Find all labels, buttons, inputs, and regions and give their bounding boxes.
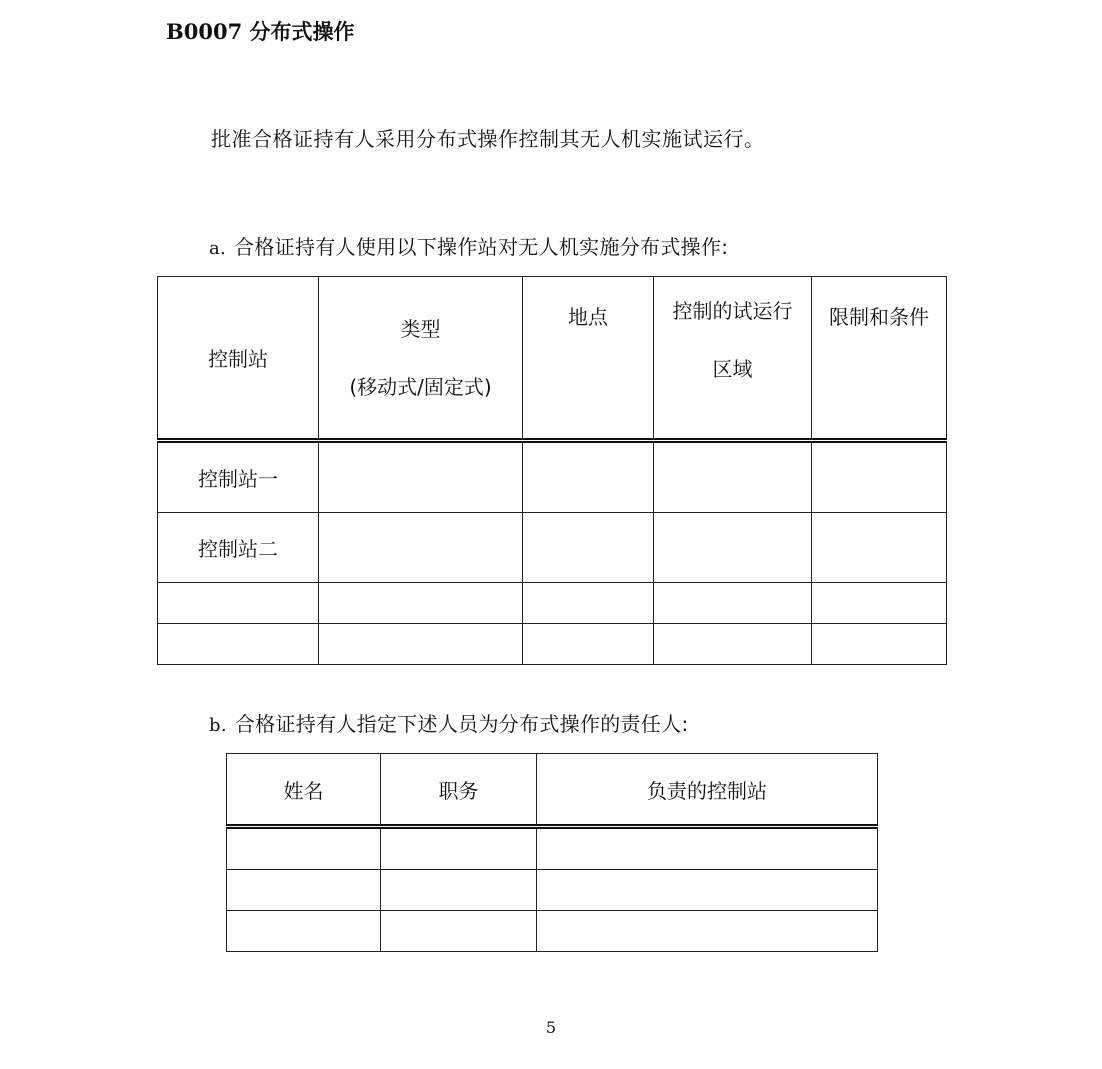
header-area-line2: 区域 [712, 357, 753, 381]
type-cell [319, 441, 523, 513]
type-cell [319, 583, 523, 624]
section-a-heading [209, 231, 728, 260]
location-cell [523, 624, 654, 665]
section-a-text: 合格证持有人使用以下操作站对无人机实施分布式操作: [234, 235, 729, 259]
table-header-row [158, 277, 947, 441]
area-cell [654, 583, 812, 624]
station-name-cell [158, 583, 319, 624]
header-type-line1: 类型 [400, 316, 441, 341]
station-name-cell [158, 624, 319, 665]
page-number: 5 [545, 1018, 557, 1037]
table-row [227, 870, 878, 911]
section-a-lead: a. [209, 238, 227, 259]
responsible-person-table [226, 753, 878, 952]
name-cell [227, 827, 381, 870]
header-type-line2: (移动式/固定式) [349, 374, 492, 399]
table-row [227, 911, 878, 952]
position-cell [381, 870, 537, 911]
header-control-station: 控制站 [158, 277, 319, 441]
section-b-heading [209, 708, 689, 737]
table-row [158, 583, 947, 624]
limits-cell [812, 583, 947, 624]
station-cell [537, 827, 878, 870]
position-cell [381, 827, 537, 870]
area-cell [654, 441, 812, 513]
section-b-lead: b. [209, 715, 227, 736]
header-area-line1: 控制的试运行 [672, 299, 793, 323]
section-b-text: 合格证持有人指定下述人员为分布式操作的责任人: [234, 712, 689, 736]
table-row [158, 513, 947, 583]
area-cell [654, 624, 812, 665]
table-row [227, 827, 878, 870]
location-cell [523, 513, 654, 583]
table-row [158, 624, 947, 665]
type-cell [319, 513, 523, 583]
name-cell [227, 911, 381, 952]
position-cell [381, 911, 537, 952]
station-cell [537, 911, 878, 952]
location-cell [523, 441, 654, 513]
type-cell [319, 624, 523, 665]
control-station-table [157, 276, 947, 665]
table-row [158, 441, 947, 513]
station-cell [537, 870, 878, 911]
header-name: 姓名 [227, 754, 381, 827]
header-operation-area [654, 277, 812, 441]
intro-paragraph: 批准合格证持有人采用分布式操作控制其无人机实施试运行。 [211, 127, 765, 151]
station-name-cell: 控制站一 [158, 441, 319, 513]
table-header-row [227, 754, 878, 827]
section-title: B0007 分布式操作 [166, 19, 355, 44]
header-limits-conditions: 限制和条件 [812, 277, 947, 441]
station-name-cell: 控制站二 [158, 513, 319, 583]
header-location: 地点 [523, 277, 654, 441]
name-cell [227, 870, 381, 911]
limits-cell [812, 624, 947, 665]
header-type [319, 277, 523, 441]
location-cell [523, 583, 654, 624]
limits-cell [812, 441, 947, 513]
header-responsible-station: 负责的控制站 [537, 754, 878, 827]
header-position: 职务 [381, 754, 537, 827]
limits-cell [812, 513, 947, 583]
area-cell [654, 513, 812, 583]
